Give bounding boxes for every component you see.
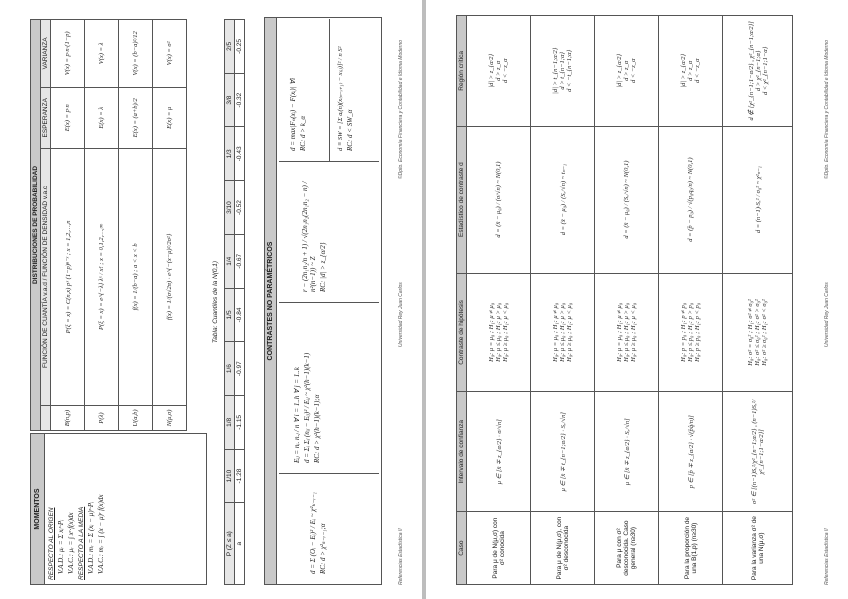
dist-v: V(x) = σ² bbox=[153, 20, 187, 88]
quantile-value: -0.43 bbox=[235, 127, 245, 181]
footer-center: Universidad Rey Juan Carlos bbox=[824, 282, 830, 347]
distributions-col-v: VARIANZA bbox=[41, 20, 51, 88]
confidence-tests-table bbox=[456, 15, 793, 585]
quantile-value: -0.25 bbox=[235, 20, 245, 74]
table-row bbox=[723, 16, 793, 585]
quantile-header: 2/5 bbox=[225, 20, 235, 74]
region-line: d > z_α bbox=[623, 60, 630, 81]
table-row bbox=[153, 20, 187, 431]
hypothesis-line: H₀: μ ≥ μ₀ ; H₁: μ < μ₀ bbox=[630, 302, 637, 362]
hypothesis-line: H₀: μ ≤ μ₀ ; H₁: μ > μ₀ bbox=[495, 302, 502, 362]
dist-v: V(x) = (b−a)²/12 bbox=[119, 20, 153, 88]
runs-statistic: r − (2n₁n₂/n + 1) / √(2n₁n₂(2n₁n₂ − n) / n²(n−1)) ~ Z bbox=[301, 181, 317, 292]
table-row bbox=[659, 16, 723, 585]
quantile-header: 3/8 bbox=[225, 73, 235, 127]
region-line: d > t_{n−1;α} bbox=[559, 52, 566, 90]
region-line: d < χ²_{n−1;1−α} bbox=[761, 46, 769, 95]
footer-right: ©Dpto. Economía Financiera y Contabilidad e Idioma Moderno bbox=[824, 39, 830, 179]
hypothesis-line: H₀: μ ≤ μ₀ ; H₁: μ > μ₀ bbox=[559, 302, 566, 362]
region-line: d < −z_α bbox=[630, 58, 637, 84]
footer-center: Universidad Rey Juan Carlos bbox=[398, 282, 404, 347]
quantiles-row1-label: P (Z ≤ a) bbox=[225, 503, 235, 585]
dist-name: P(λ) bbox=[85, 406, 119, 431]
quantile-value: -1.15 bbox=[235, 396, 245, 450]
dist-v: V(x) = λ bbox=[85, 20, 119, 88]
quantile-value: -0.67 bbox=[235, 234, 245, 288]
dist-fn: f(x) = 1/(b−a) ; a < x < b bbox=[119, 148, 153, 405]
quantile-header: 1/3 bbox=[225, 127, 235, 181]
quantile-value: -1.28 bbox=[235, 449, 245, 503]
quantile-header: 1/10 bbox=[225, 449, 235, 503]
region-line: d < −z_α bbox=[502, 58, 509, 84]
region-line: |d| > z_{α/2} bbox=[616, 53, 623, 88]
case-cell: Para μ con σ² desconocida. Caso general (n≥30) bbox=[595, 512, 659, 585]
sw-cell bbox=[330, 19, 379, 161]
ci-cell: μ ∈ [x̄ ∓ z_{α/2} · Sₓ/√n] bbox=[595, 392, 659, 512]
ci-cell: μ ∈ [x̄ ∓ z_{α/2} · σ/√n] bbox=[467, 392, 531, 512]
dist-fn: f(x) = 1/(σ√2π) · e^{−(x−μ)²/2σ²} bbox=[153, 148, 187, 405]
dist-v: V(x) = p·n·(1−p) bbox=[51, 20, 85, 88]
ks-cell bbox=[279, 19, 330, 161]
sw-statistic: d ≡ SW = [Σ aᵢ(n)(x₍ₙ₋ᵢ₊₁₎ − x₍ᵢ₎)]² / n S² bbox=[337, 46, 344, 151]
moments-mean-vad: V.A.D.: mᵣ = Σ (xᵢ − μ)ʳ·Pᵢ bbox=[87, 501, 95, 574]
region-line: d > χ²_{n−1;α} bbox=[754, 50, 762, 92]
hypothesis-line: H₀: σ² ≥ σ₀² ; H₁: σ² < σ₀² bbox=[761, 299, 768, 366]
hypothesis-line: H₀: μ ≤ μ₀ ; H₁: μ > μ₀ bbox=[623, 302, 630, 362]
quantile-header: 1/8 bbox=[225, 396, 235, 450]
moments-origin-vad: V.A.D.: μᵣ = Σ xᵢʳ·Pᵢ bbox=[57, 519, 65, 574]
region-line: |d| > z_{α/2} bbox=[680, 53, 687, 88]
chi-statistic: d = Σᵢ Σⱼ (nᵢⱼ − Eᵢⱼ)² / Eᵢⱼ ~ χ²(h−1)(k−1) bbox=[303, 352, 311, 463]
statistic-cell: d = (x̄ − μ₀) / (Sₓ/√n) ~ N(0,1) bbox=[595, 126, 659, 273]
dist-e: E(x) = μ bbox=[153, 87, 187, 148]
statistic-cell: d = (x̄ − μ₀) / (σ/√n) ~ N(0,1) bbox=[467, 126, 531, 273]
chi-expected: Eᵢⱼ = nᵢ. n.ⱼ / n ∀ i = 1..h ∀ j = 1..k bbox=[293, 367, 301, 463]
region-line: d ∉ [χ²_{n−1;1−α/2} , χ²_{n−1;α/2}] bbox=[747, 21, 755, 121]
moments-mean-label: RESPECTO A LA MEDIA bbox=[78, 506, 85, 580]
dist-e: E(x) = λ bbox=[85, 87, 119, 148]
dist-name: B(n,p) bbox=[51, 406, 85, 431]
ks-statistic: d = max|Fₙ(xᵢ) − F(xᵢ)| ∀i bbox=[289, 77, 297, 151]
dist-fn: P(ξ = x) = C(n,x) pˣ (1−p)ⁿ⁻ˣ ; x = 1,2,…,n bbox=[51, 148, 85, 405]
quantile-value: -0.84 bbox=[235, 288, 245, 342]
left-page-content bbox=[0, 0, 422, 599]
table-row bbox=[119, 20, 153, 431]
distributions-col-fn: FUNCIÓN DE CUANTÍA v.a.d / FUNCIÓN DE DENSIDAD v.a.c bbox=[41, 148, 51, 405]
distributions-col-e: ESPERANZA bbox=[41, 87, 51, 148]
dist-name: N(μ,σ) bbox=[153, 406, 187, 431]
statistic-cell: d = (x̄ − μ₀) / (Sₓ/√n) ~ tₙ₋₁ bbox=[531, 126, 595, 273]
region-line: d < −z_α bbox=[694, 58, 701, 84]
hypothesis-line: H₀: p ≥ p₀ ; H₁: p < p₀ bbox=[694, 303, 701, 362]
region-line: d < −t_{n−1;α} bbox=[566, 49, 573, 92]
moments-origin-vac: V.A.C.: μᵣ = ∫ xʳ·f(x)dx bbox=[67, 512, 75, 574]
case-cell: Para la varianza σ² de una N(μ,σ) bbox=[723, 512, 793, 585]
hypothesis-line: H₀: p = p₀ ; H₁: p ≠ p₀ bbox=[680, 303, 687, 362]
hypothesis-line: H₀: μ = μ₀ ; H₁: μ ≠ μ₀ bbox=[488, 302, 495, 362]
quantile-header: 1/4 bbox=[225, 234, 235, 288]
col-header: Intervalo de confianza bbox=[457, 392, 467, 512]
ci-cell: σ² ∈ [(n−1)Sₓ²/χ²_{n−1;α/2} , (n−1)Sₓ²/χ²_{n−1;1−α/2}] bbox=[723, 392, 793, 512]
footer-left: Referencias Estadística II bbox=[398, 528, 404, 585]
dist-e: E(x) = p·n bbox=[51, 87, 85, 148]
col-header: Región crítica bbox=[457, 16, 467, 127]
hypothesis-line: H₀: p ≤ p₀ ; H₁: p > p₀ bbox=[687, 303, 694, 362]
table-row bbox=[51, 20, 85, 431]
footer-left: Referencias Estadística II bbox=[824, 528, 830, 585]
right-page-content bbox=[426, 0, 848, 599]
dist-name: U(a,b) bbox=[119, 406, 153, 431]
nonparametric-title: CONTRASTES NO PARAMÉTRICOS bbox=[265, 18, 277, 584]
table-row bbox=[467, 16, 531, 585]
table-row bbox=[531, 16, 595, 585]
quantiles-row2-label: a bbox=[235, 503, 245, 585]
statistic-cell: d = (p̂ − p₀) / √(p₀q₀/n) ~ N(0,1) bbox=[659, 126, 723, 273]
distributions-table bbox=[30, 19, 187, 431]
region-line: d > z_α bbox=[495, 60, 502, 81]
hypothesis-line: H₀: μ ≥ μ₀ ; H₁: μ < μ₀ bbox=[502, 302, 509, 362]
right-page bbox=[426, 0, 848, 599]
col-header: Estadístico de contraste d bbox=[457, 126, 467, 273]
distributions-title: DISTRIBUCIONES DE PROBABILIDAD bbox=[31, 20, 41, 431]
case-cell: Para μ de N(μ,σ) con σ² conocida bbox=[467, 512, 531, 585]
quantile-value: -0.97 bbox=[235, 342, 245, 396]
hypothesis-line: H₀: σ² = σ₀² ; H₁: σ² ≠ σ₀² bbox=[747, 299, 754, 366]
gof-region: RC: d > χ²ₖ₋ᵣ₋₁;α bbox=[319, 523, 327, 574]
nonparametric-box bbox=[264, 17, 382, 585]
quantiles-table bbox=[224, 19, 245, 585]
region-line: |d| > t_{n−1;α/2} bbox=[552, 47, 559, 94]
moments-box bbox=[30, 433, 207, 585]
col-header: Contraste de hipótesis bbox=[457, 273, 467, 392]
ci-cell: μ ∈ [x̄ ∓ t_{n−1;α/2} · Sₓ/√n] bbox=[531, 392, 595, 512]
hypothesis-line: H₀: μ = μ₀ ; H₁: μ ≠ μ₀ bbox=[552, 302, 559, 362]
hypothesis-line: H₀: μ = μ₀ ; H₁: μ ≠ μ₀ bbox=[616, 302, 623, 362]
quantile-header: 3/10 bbox=[225, 181, 235, 235]
dist-fn: P(ξ = x) = e^{−λ} λˣ / x! ; x = 0,1,2,…,∞ bbox=[85, 148, 119, 405]
moments-title: MOMENTOS bbox=[31, 434, 45, 584]
region-line: |d| > z_{α/2} bbox=[488, 53, 495, 88]
region-line: d > z_α bbox=[687, 60, 694, 81]
distributions-blank-header bbox=[41, 406, 51, 431]
runs-cell bbox=[279, 161, 379, 302]
ci-cell: p ∈ [p̂ ∓ z_{α/2} · √(p̂q̂/n)] bbox=[659, 392, 723, 512]
quantile-value: -0.32 bbox=[235, 73, 245, 127]
col-header: Caso bbox=[457, 512, 467, 585]
moments-mean-vac: V.A.C.: mᵣ = ∫ (x − μ)ʳ f(x)dx bbox=[97, 494, 105, 574]
table-row bbox=[595, 16, 659, 585]
table-row bbox=[85, 20, 119, 431]
case-cell: Para μ de N(μ,σ), con σ² desconocida bbox=[531, 512, 595, 585]
moments-origin-label: RESPECTO AL ORIGEN bbox=[48, 507, 55, 580]
case-cell: Para la proporción de una B(1,p) (n≥30) bbox=[659, 512, 723, 585]
dist-e: E(x) = (a+b)/2 bbox=[119, 87, 153, 148]
sw-region: RC: d < SW_α bbox=[346, 109, 354, 151]
ks-region: RC: d > k_α bbox=[299, 115, 307, 151]
hypothesis-line: H₀: μ ≥ μ₀ ; H₁: μ < μ₀ bbox=[566, 302, 573, 362]
quantile-value: -0.52 bbox=[235, 181, 245, 235]
quantile-header: 1/5 bbox=[225, 288, 235, 342]
quantile-header: 1/6 bbox=[225, 342, 235, 396]
gof-statistic: d = Σ (Oᵢ − Eᵢ)² / Eᵢ ~ χ²ₖ₋ᵣ₋₁ bbox=[309, 492, 317, 574]
footer-right: ©Dpto. Economía Financiera y Contabilidad e Idioma Moderno bbox=[398, 39, 404, 179]
gof-cell bbox=[279, 473, 379, 584]
left-page bbox=[0, 0, 422, 599]
quantiles-caption: Tabla: Cuantiles de la N(0,1) bbox=[212, 260, 219, 344]
runs-region: RC: |d| > z_{α/2} bbox=[319, 242, 327, 292]
statistic-cell: d = (n−1)·Sₓ² / σ₀² ~ χ²ₙ₋₁ bbox=[723, 126, 793, 273]
chi-region: RC: d > χ²(h−1)(k−1);α bbox=[313, 394, 321, 463]
chi-independence-cell bbox=[279, 302, 379, 473]
hypothesis-line: H₀: σ² ≤ σ₀² ; H₁: σ² > σ₀² bbox=[754, 299, 761, 366]
